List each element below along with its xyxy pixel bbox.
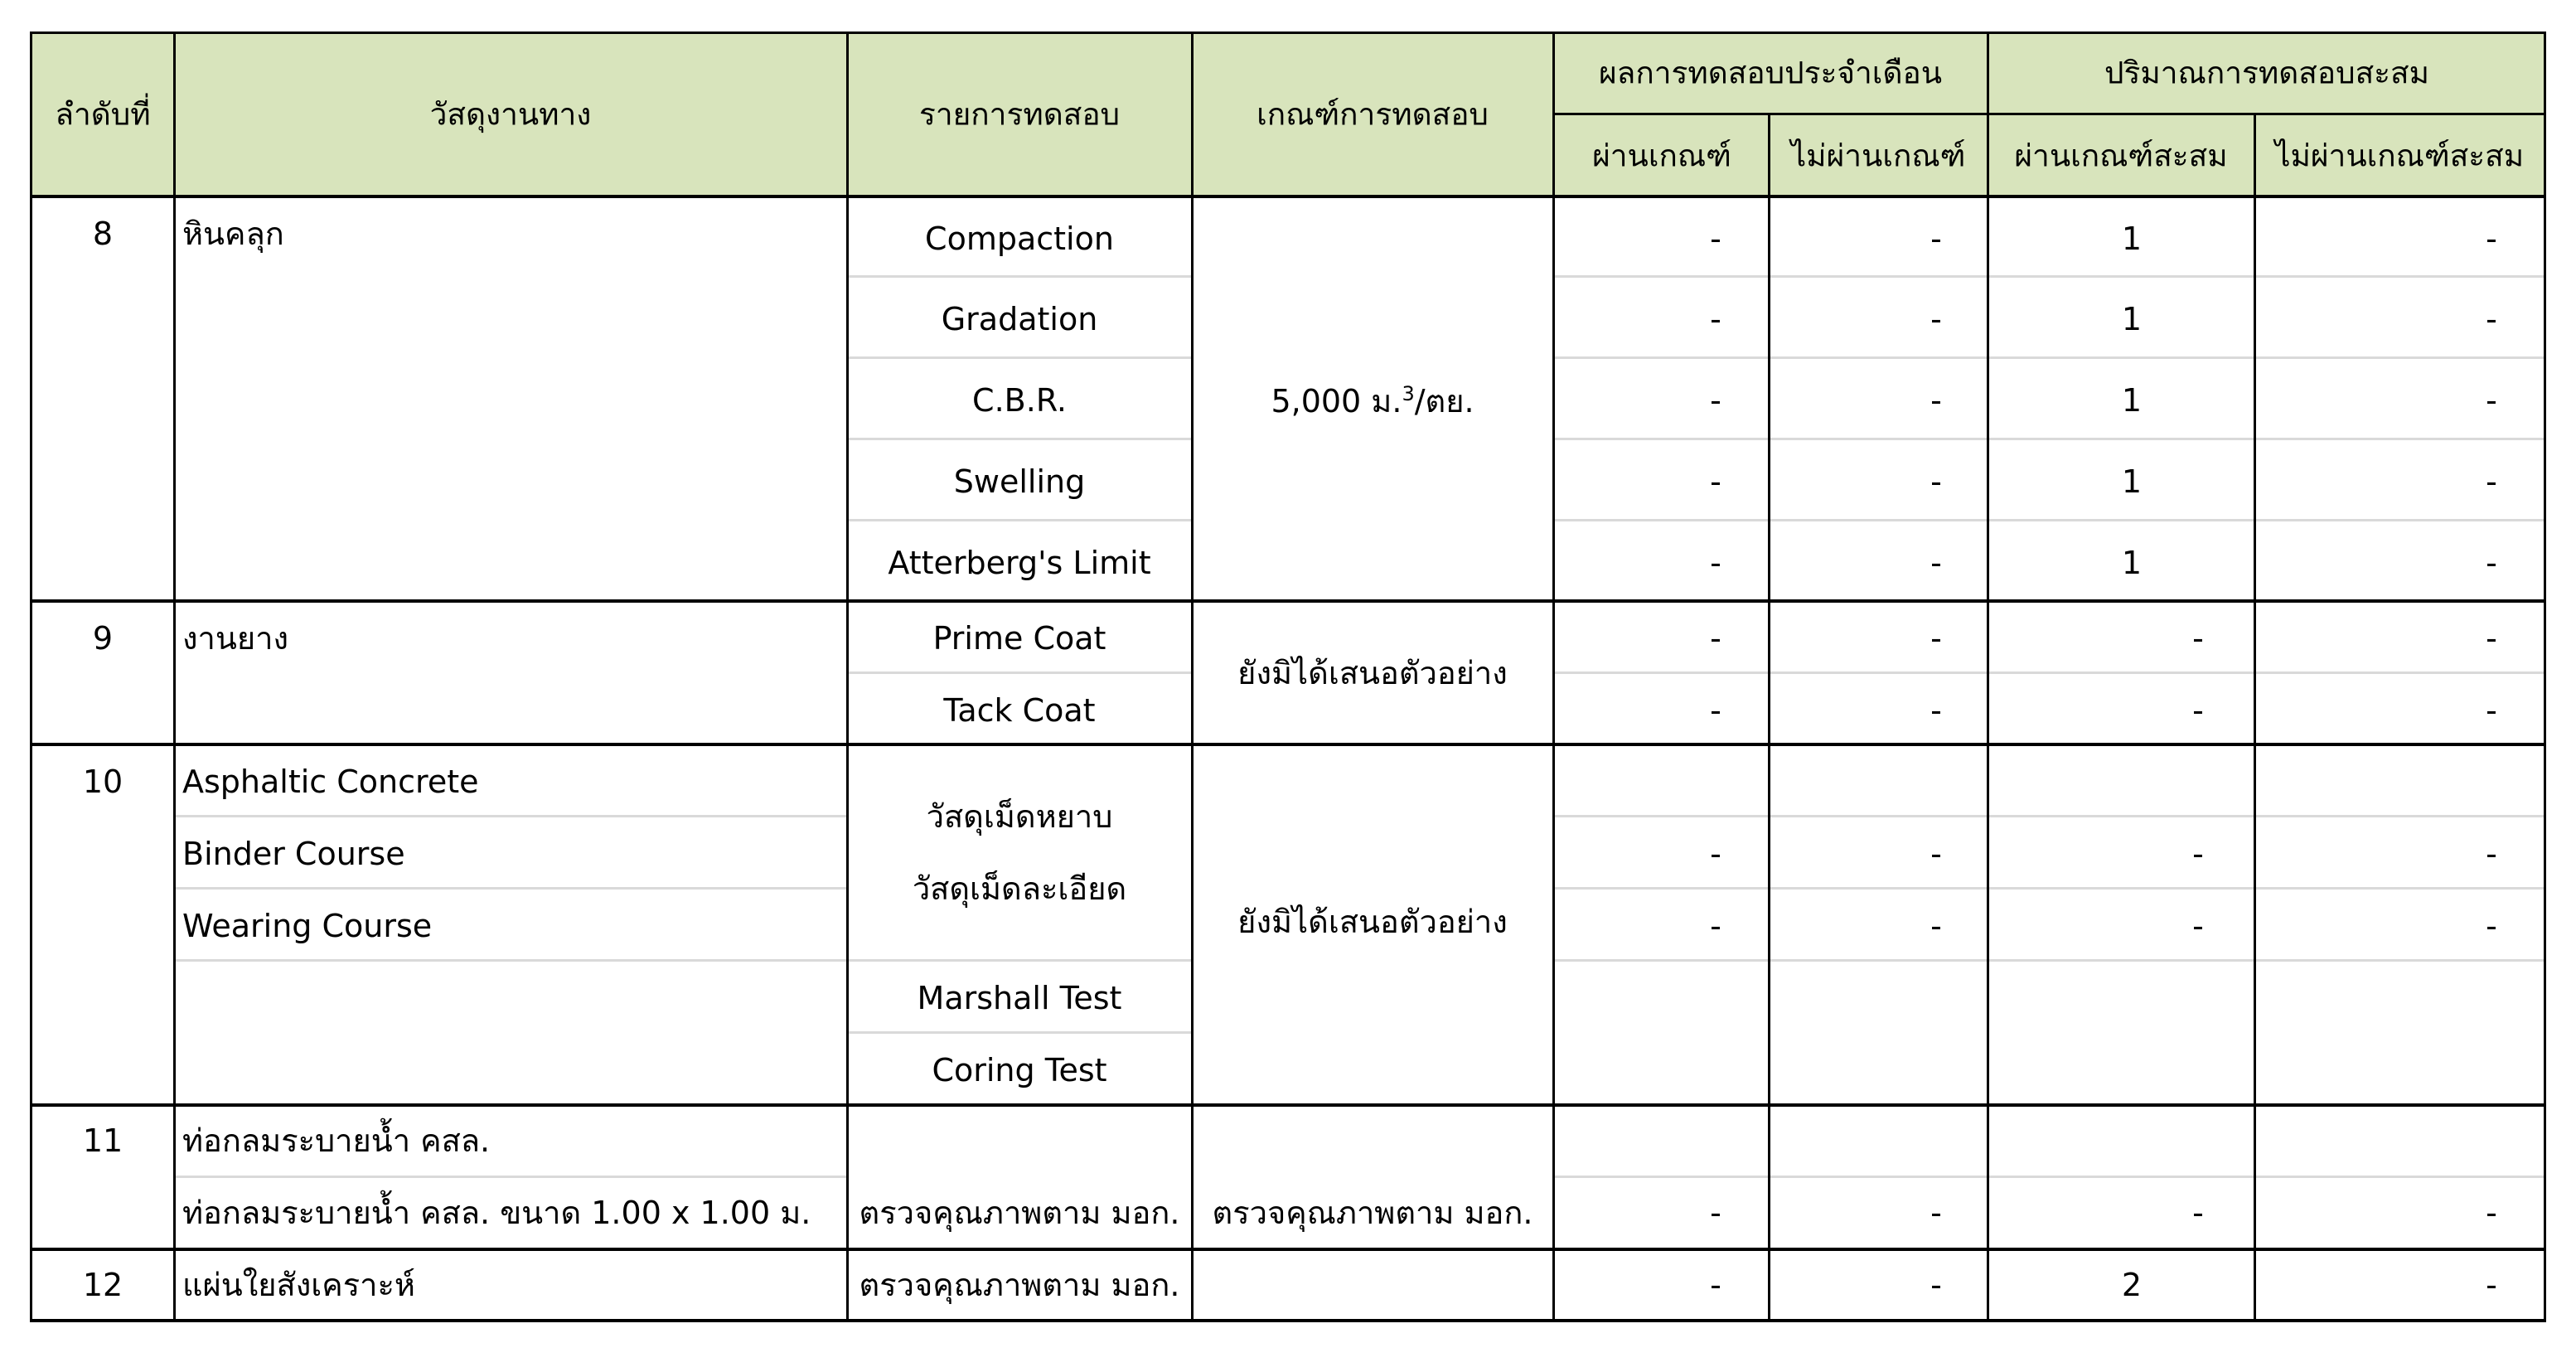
monthly-fail-value: -: [1930, 1195, 1942, 1231]
monthly-fail-value: -: [1930, 382, 1942, 419]
row-divider: [1555, 1176, 2545, 1178]
cum-pass-value: -: [2192, 692, 2204, 729]
monthly-pass-value: -: [1710, 1267, 1721, 1303]
header-monthly-fail: ไม่ผ่านเกณฑ์: [1790, 138, 1966, 174]
test-item: Swelling: [953, 463, 1086, 500]
monthly-pass-value: -: [1710, 908, 1721, 944]
cum-fail-value: -: [2486, 1267, 2497, 1303]
row-number: 10: [82, 764, 123, 800]
grid-line-group-9: [30, 743, 2546, 746]
row-divider: [176, 815, 847, 817]
material-name: Wearing Course: [182, 908, 433, 944]
test-criteria: ยังมิได้เสนอตัวอย่าง: [1237, 904, 1508, 940]
grid-line-col-mpass: [1768, 113, 1770, 1322]
cum-fail-value: -: [2486, 545, 2497, 581]
grid-line-right: [2544, 32, 2546, 1322]
cum-fail-value: -: [2486, 1195, 2497, 1231]
test-item: Tack Coat: [943, 692, 1096, 729]
grid-line-header-bottom: [30, 195, 2546, 198]
criteria-main: 5,000 ม.: [1271, 382, 1402, 419]
row-divider: [1555, 356, 2545, 359]
criteria-tail: /ตย.: [1414, 382, 1474, 419]
material-name: Binder Course: [182, 836, 405, 872]
row-divider: [1555, 815, 2545, 817]
header-test-item: รายการทดสอบ: [918, 96, 1121, 133]
header-cum-fail: ไม่ผ่านเกณฑ์สะสม: [2274, 138, 2525, 174]
grid-line-col-cpass: [2254, 113, 2256, 1322]
material-name: หินคลุก: [182, 216, 284, 252]
monthly-fail-value: -: [1930, 301, 1942, 337]
test-criteria: [1271, 384, 1474, 417]
cum-fail-value: -: [2486, 221, 2497, 257]
grid-line-left: [30, 32, 32, 1322]
header-monthly-results: ผลการทดสอบประจำเดือน: [1599, 55, 1942, 91]
grid-line-header-mid: [1553, 113, 2546, 115]
monthly-pass-value: -: [1710, 545, 1721, 581]
cum-pass-value: 2: [2121, 1267, 2143, 1303]
row-divider: [849, 275, 1192, 278]
monthly-pass-value: -: [1710, 463, 1721, 500]
material-name: ท่อกลมระบายน้ำ คสล. ขนาด 1.00 x 1.00 ม.: [182, 1195, 811, 1231]
grid-line-group-10: [30, 1103, 2546, 1107]
row-divider: [1555, 519, 2545, 521]
row-divider: [176, 959, 847, 962]
cum-fail-value: -: [2486, 908, 2497, 944]
cum-fail-value: -: [2486, 836, 2497, 872]
test-item: Compaction: [925, 221, 1114, 257]
row-divider: [176, 1176, 847, 1178]
monthly-pass-value: -: [1710, 1195, 1721, 1231]
row-divider: [1555, 887, 2545, 890]
test-item: Atterberg's Limit: [888, 545, 1151, 581]
grid-line-top: [30, 32, 2546, 34]
row-number: 8: [92, 216, 114, 252]
row-number: 11: [82, 1122, 123, 1159]
monthly-pass-value: -: [1710, 836, 1721, 872]
monthly-fail-value: -: [1930, 836, 1942, 872]
monthly-pass-value: -: [1710, 221, 1721, 257]
criteria-superscript: 3: [1402, 382, 1415, 406]
header-criteria: เกณฑ์การทดสอบ: [1257, 96, 1489, 133]
cum-fail-value: -: [2486, 301, 2497, 337]
grid-line-col-test: [1191, 32, 1194, 1322]
header-cumulative: ปริมาณการทดสอบสะสม: [2104, 55, 2430, 91]
row-divider: [1555, 959, 2545, 962]
monthly-pass-value: -: [1710, 382, 1721, 419]
row-divider: [849, 356, 1192, 359]
cum-pass-value: -: [2192, 908, 2204, 944]
cum-pass-value: 1: [2121, 221, 2143, 257]
monthly-fail-value: -: [1930, 620, 1942, 657]
test-item: C.B.R.: [972, 382, 1067, 419]
monthly-fail-value: -: [1930, 908, 1942, 944]
cum-fail-value: -: [2486, 620, 2497, 657]
monthly-pass-value: -: [1710, 692, 1721, 729]
test-item: ตรวจคุณภาพตาม มอก.: [859, 1195, 1180, 1231]
row-divider: [1555, 671, 2545, 674]
row-divider: [849, 438, 1192, 440]
row-divider: [849, 1031, 1192, 1034]
test-item: Gradation: [941, 301, 1098, 337]
grid-line-bottom: [30, 1319, 2546, 1322]
test-item: Coring Test: [932, 1052, 1107, 1088]
test-item: Marshall Test: [917, 980, 1122, 1016]
cum-pass-value: 1: [2121, 382, 2143, 419]
header-no: ลำดับที่: [55, 96, 151, 133]
cum-fail-value: -: [2486, 382, 2497, 419]
header-cum-pass: ผ่านเกณฑ์สะสม: [2014, 138, 2228, 174]
header-material: วัสดุงานทาง: [429, 96, 592, 133]
cum-pass-value: -: [2192, 620, 2204, 657]
grid-line-col-criteria: [1552, 32, 1555, 1322]
grid-line-col-no: [173, 32, 176, 1322]
material-name: ท่อกลมระบายน้ำ คสล.: [182, 1122, 491, 1159]
row-number: 12: [82, 1267, 123, 1303]
cum-pass-value: 1: [2121, 463, 2143, 500]
cum-pass-value: 1: [2121, 545, 2143, 581]
row-divider: [849, 519, 1192, 521]
test-criteria: ตรวจคุณภาพตาม มอก.: [1212, 1195, 1533, 1231]
row-divider: [849, 959, 1192, 962]
material-name: แผ่นใยสังเคราะห์: [182, 1267, 415, 1303]
test-criteria: ยังมิได้เสนอตัวอย่าง: [1237, 655, 1508, 691]
header-monthly-pass: ผ่านเกณฑ์: [1592, 138, 1731, 174]
test-item: Prime Coat: [932, 620, 1106, 657]
monthly-fail-value: -: [1930, 545, 1942, 581]
test-item: ตรวจคุณภาพตาม มอก.: [859, 1267, 1180, 1303]
row-divider: [1555, 438, 2545, 440]
monthly-pass-value: -: [1710, 620, 1721, 657]
cum-pass-value: -: [2192, 1195, 2204, 1231]
cum-pass-value: -: [2192, 836, 2204, 872]
test-item: วัสดุเม็ดหยาบ: [926, 798, 1113, 835]
row-divider: [1555, 275, 2545, 278]
row-number: 9: [92, 620, 114, 657]
material-name: Asphaltic Concrete: [182, 764, 479, 800]
cum-fail-value: -: [2486, 463, 2497, 500]
cum-fail-value: -: [2486, 692, 2497, 729]
test-item: วัสดุเม็ดละเอียด: [912, 870, 1127, 907]
row-divider: [176, 887, 847, 890]
grid-line-col-material: [846, 32, 849, 1322]
grid-line-col-mfail: [1987, 32, 1989, 1322]
material-name: งานยาง: [182, 620, 289, 657]
cum-pass-value: 1: [2121, 301, 2143, 337]
monthly-fail-value: -: [1930, 692, 1942, 729]
monthly-fail-value: -: [1930, 1267, 1942, 1303]
monthly-fail-value: -: [1930, 463, 1942, 500]
grid-line-group-11: [30, 1248, 2546, 1251]
grid-line-group-8: [30, 599, 2546, 603]
monthly-pass-value: -: [1710, 301, 1721, 337]
monthly-fail-value: -: [1930, 221, 1942, 257]
row-divider: [849, 671, 1192, 674]
